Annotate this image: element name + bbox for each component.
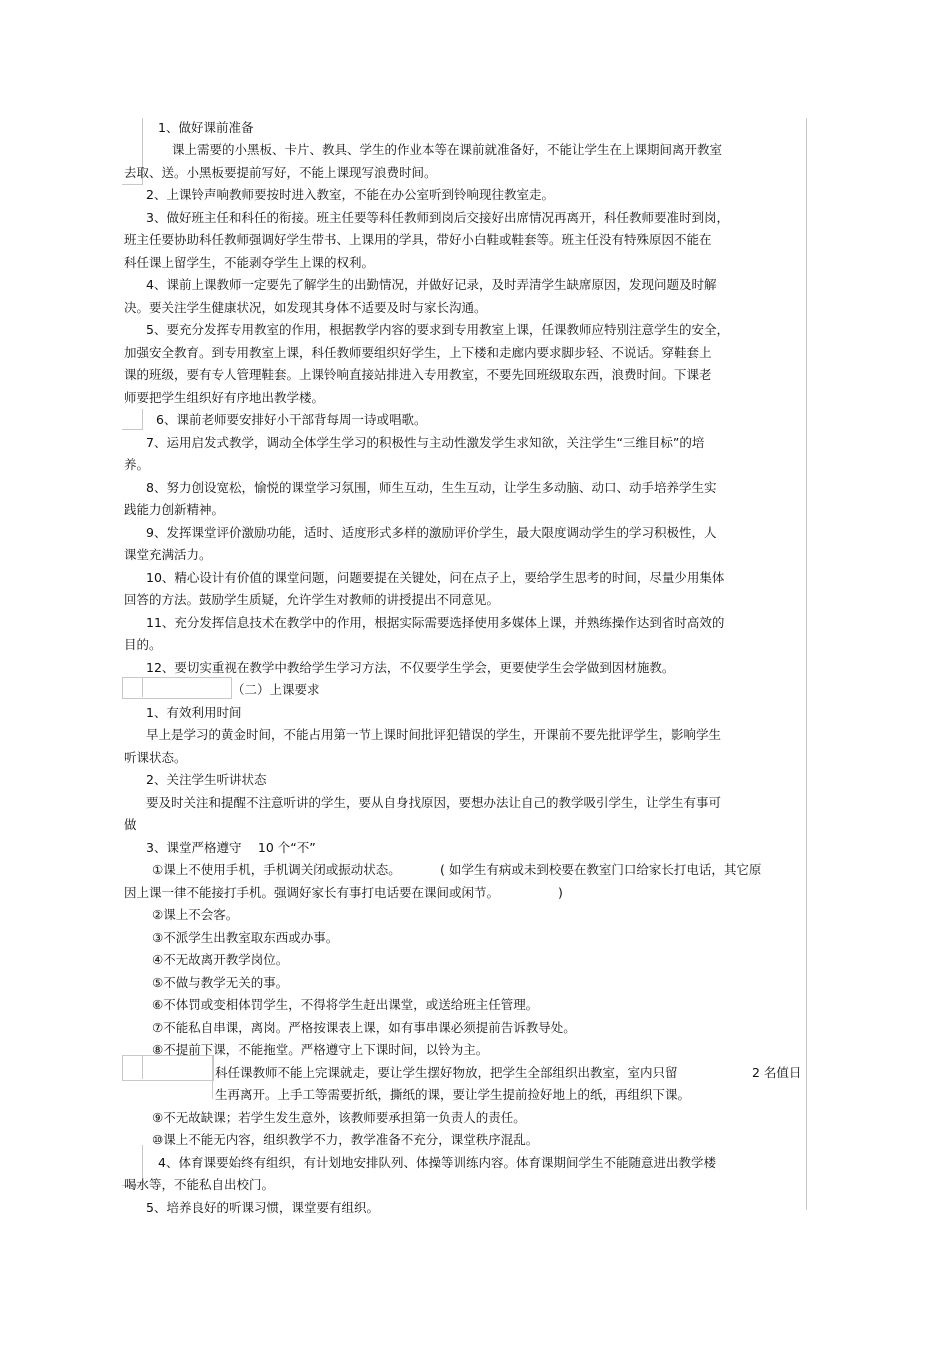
rule-1-note: ( 如学生有病或未到校要在教室门口给家长打电话，其它原 (440, 862, 762, 877)
para-1-line-2: 去取、送。小黑板要提前写好，不能上课现写浪费时间。 (124, 165, 437, 180)
item-6: 6、课前老师要安排好小干部背每周一诗或唱歌。 (156, 412, 427, 427)
rule-8-detail-line-2: 生再离开。上手工等需要折纸，撕纸的课，要让学生提前捡好地上的纸，再组织下课。 (215, 1087, 691, 1102)
item-2: 2、上课铃声响教师要按时进入教室，不能在办公室听到铃响现往教室走。 (146, 187, 554, 202)
rule-1-line-2: 因上课一律不能接打手机。强调好家长有事打电话要在课间或闲节。 (124, 885, 500, 900)
item-8-line-2: 践能力创新精神。 (124, 502, 225, 517)
item-9-line-1: 9、发挥课堂评价激励功能，适时、适度形式多样的激励评价学生，最大限度调动学生的学习积极性，人 (146, 525, 717, 540)
item-3-line-3: 科任课上留学生，不能剥夺学生上课的权利。 (124, 255, 375, 270)
req-2-line-2: 做 (124, 817, 137, 832)
item-10-line-1: 10、精心设计有价值的课堂问题，问题要提在关键处，问在点子上，要给学生思考的时间，尽量少用集体 (146, 570, 725, 585)
item-7-line-2: 养。 (124, 457, 150, 472)
item-7-line-1: 7、运用启发式教学，调动全体学生学习的积极性与主动性激发学生求知欲，关注学生“三维目标”的培 (146, 435, 705, 450)
layout-box-4 (122, 1055, 214, 1081)
req-2-line-1: 要及时关注和提醒不注意听讲的学生，要从自身找原因，要想办法让自己的教学吸引学生，让学生有事可 (146, 795, 722, 810)
rule-9: ⑨不无故缺课；若学生发生意外，该教师要承担第一负责人的责任。 (152, 1110, 526, 1125)
req-4-line-2: 喝水等，不能私自出校门。 (124, 1177, 275, 1192)
item-12: 12、要切实重视在教学中教给学生学习方法，不仅要学生学会，更要使学生会学做到因材施教。 (146, 660, 675, 675)
layout-rule-5 (212, 1055, 213, 1099)
rule-7: ⑦不能私自串课，离岗。严格按课表上课，如有事串课必须提前告诉教导处。 (152, 1020, 576, 1035)
req-4-line-1: 4、体育课要始终有组织，有计划地安排队列、体操等训练内容。体育课期间学生不能随意进出教学楼 (158, 1155, 716, 1170)
item-5-line-2: 加强安全教育。到专用教室上课，科任教师要组织好学生，上下楼和走廊内要求脚步轻、不说话。穿鞋套上 (124, 345, 712, 360)
item-11-line-1: 11、充分发挥信息技术在教学中的作用，根据实际需要选择使用多媒体上课，并熟练操作达到省时高效的 (146, 615, 725, 630)
item-11-line-2: 目的。 (124, 637, 162, 652)
req-2-title: 2、关注学生听讲状态 (146, 772, 267, 787)
item-5-line-3: 课的班级，要有专人管理鞋套。上课铃响直接站排进入专用教室，不要先回班级取东西，浪费时间。下课老 (124, 367, 712, 382)
item-9-line-2: 课堂充满活力。 (124, 547, 212, 562)
rule-1-line-1: ①课上不使用手机，手机调关闭或振动状态。 (152, 862, 401, 877)
req-1-line-1: 早上是学习的黄金时间，不能占用第一节上课时间批评犯错误的学生，开课前不要先批评学生，影响学生 (146, 727, 722, 742)
frame-right-rule (806, 118, 807, 1210)
layout-box-3 (122, 677, 232, 699)
layout-rule-4 (142, 1055, 143, 1079)
rule-1-close-paren: ) (558, 885, 563, 900)
item-4-line-2: 决。要关注学生健康状况，如发现其身体不适要及时与家长沟通。 (124, 300, 487, 315)
req-1-title: 1、有效利用时间 (146, 705, 242, 720)
item-3-line-1: 3、做好班主任和科任的衔接。班主任要等科任教师到岗后交接好出席情况再离开，科任教师要准时到岗， (146, 210, 729, 225)
item-8-line-1: 8、努力创设宽松，愉悦的课堂学习氛围，师生互动，生生互动，让学生多动脑、动口、动手培养学生实 (146, 480, 717, 495)
rule-8: ⑧不提前下课，不能拖堂。严格遵守上下课时间，以铃为主。 (152, 1042, 489, 1057)
heading-1: 1、做好课前准备 (158, 120, 254, 135)
rule-5: ⑤不做与教学无关的事。 (152, 975, 289, 990)
req-5: 5、培养良好的听课习惯，课堂要有组织。 (146, 1200, 379, 1215)
item-5-line-4: 师要把学生组织好有序地出教学楼。 (124, 390, 325, 405)
req-1-line-2: 听课状态。 (124, 750, 187, 765)
rule-2: ②课上不会客。 (152, 907, 239, 922)
rule-4: ④不无故离开教学岗位。 (152, 952, 289, 967)
item-3-line-2: 班主任要协助科任教师强调好学生带书、上课用的学具，带好小白鞋或鞋套等。班主任没有特殊原因不能在 (124, 232, 712, 247)
rule-3: ③不派学生出教室取东西或办事。 (152, 930, 339, 945)
rule-6: ⑥不体罚或变相体罚学生，不得将学生赶出课堂，或送给班主任管理。 (152, 997, 539, 1012)
para-1-line-1: 课上需要的小黑板、卡片、教具、学生的作业本等在课前就准备好，不能让学生在上课期间离开教室 (172, 142, 723, 157)
rule-8-detail-line-1: 科任课教师不能上完课就走，要让学生摆好物放，把学生全部组织出教室，室内只留 (215, 1065, 678, 1080)
item-10-line-2: 回答的方法。鼓励学生质疑，允许学生对教师的讲授提出不同意见。 (124, 592, 500, 607)
item-4-line-1: 4、课前上课教师一定要先了解学生的出勤情况，并做好记录，及时弄清学生缺席原因，发现问题及时解 (146, 277, 717, 292)
req-3-title: 3、课堂严格遵守 10 个“不” (146, 840, 316, 855)
rule-8-detail-aside: 2 名值日 (752, 1065, 802, 1080)
section-heading-2: （二）上课要求 (232, 682, 320, 697)
layout-box-2 (122, 409, 143, 430)
layout-rule-3 (142, 677, 143, 697)
rule-10: ⑩课上不能无内容，组织教学不力，教学准备不充分，课堂秩序混乱。 (152, 1132, 539, 1147)
item-5-line-1: 5、要充分发挥专用教室的作用，根据教学内容的要求到专用教室上课，任课教师应特别注意学生的安全， (146, 322, 729, 337)
